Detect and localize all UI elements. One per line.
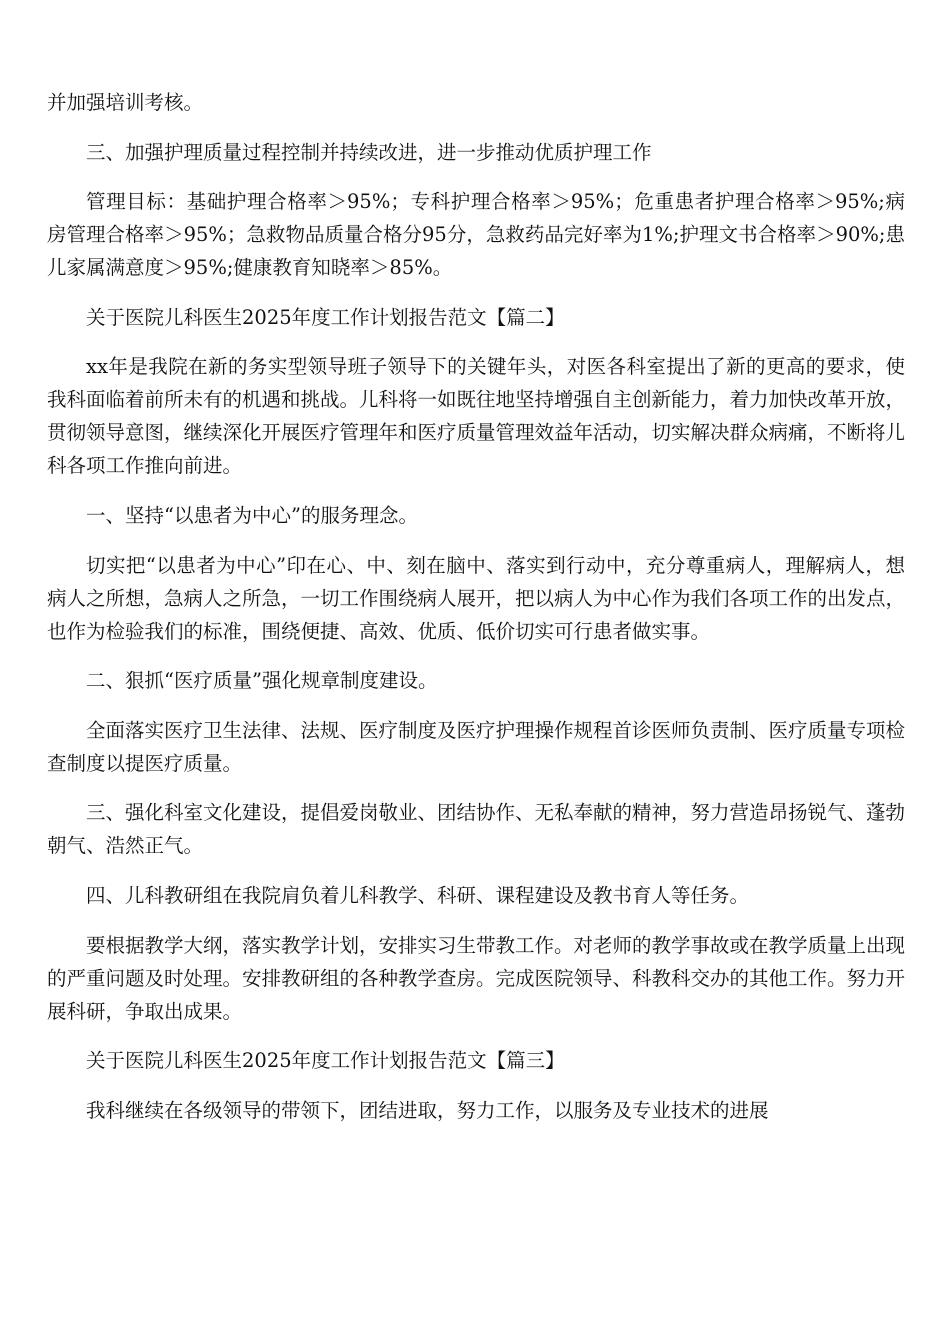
section-heading-teaching-research: 四、儿科教研组在我院肩负着儿科教学、科研、课程建设及教书育人等任务。 — [86, 883, 750, 907]
document-body — [47, 86, 905, 1143]
paragraph-management-targets: 管理目标：基础护理合格率＞95%；专科护理合格率＞95%；危重患者护理合格率＞95%;病房管理合格率＞95%；急救物品质量合格分95分，急救药品完好率为1%;护理文书合格率＞90%;患儿家属满意度＞95%;健康教育知晓率＞85%。 — [47, 190, 905, 280]
section-heading-quality-control: 三、加强护理质量过程控制并持续改进，进一步推动优质护理工作 — [86, 140, 652, 164]
paragraph-patient-centered: 切实把“以患者为中心”印在心、中、刻在脑中、落实到行动中，充分尊重病人，理解病人，想病人之所想，急病人之所急，一切工作围绕病人展开，把以病人为中心作为我们各项工作的出发点，也作为检验我们的标准，围绕便捷、高效、优质、低价切实可行患者做实事。 — [47, 553, 906, 643]
paragraph-medical-quality: 全面落实医疗卫生法律、法规、医疗制度及医疗护理操作规程首诊医师负责制、医疗质量专项检查制度以提医疗质量。 — [47, 718, 906, 775]
paragraph-introduction: xx年是我院在新的务实型领导班子领导下的关键年头，对医各科室提出了新的更高的要求，使我科面临着前所未有的机遇和挑战。儿科将一如既往地坚持增强自主创新能力，着力加快改革开放，贯彻领导意图，继续深化开展医疗管理年和医疗质量管理效益年活动，切实解决群众病痛，不断将儿科各项工作推向前进。 — [47, 355, 906, 478]
section-heading-medical-quality: 二、狠抓“医疗质量”强化规章制度建设。 — [86, 669, 438, 693]
article-title-part-three: 关于医院儿科医生2025年度工作计划报告范文【篇三】 — [86, 1049, 565, 1073]
paragraph-continuation: 并加强培训考核。 — [47, 91, 204, 114]
section-heading-patient-centered: 一、坚持“以患者为中心”的服务理念。 — [86, 503, 418, 527]
paragraph-teaching-research: 要根据教学大纲，落实教学计划，安排实习生带教工作。对老师的教学事故或在教学质量上出现的严重问题及时处理。安排教研组的各种教学查房。完成医院领导、科教科交办的其他工作。努力开展科研，争取出成果。 — [47, 933, 906, 1023]
paragraph-part-three-intro: 我科继续在各级领导的带领下，团结进取，努力工作，以服务及专业技术的进展 — [86, 1098, 769, 1122]
section-heading-department-culture: 三、强化科室文化建设，提倡爱岗敬业、团结协作、无私奉献的精神，努力营造昂扬锐气、蓬勃朝气、浩然正气。 — [47, 801, 906, 858]
article-title-part-two: 关于医院儿科医生2025年度工作计划报告范文【篇二】 — [86, 305, 565, 329]
